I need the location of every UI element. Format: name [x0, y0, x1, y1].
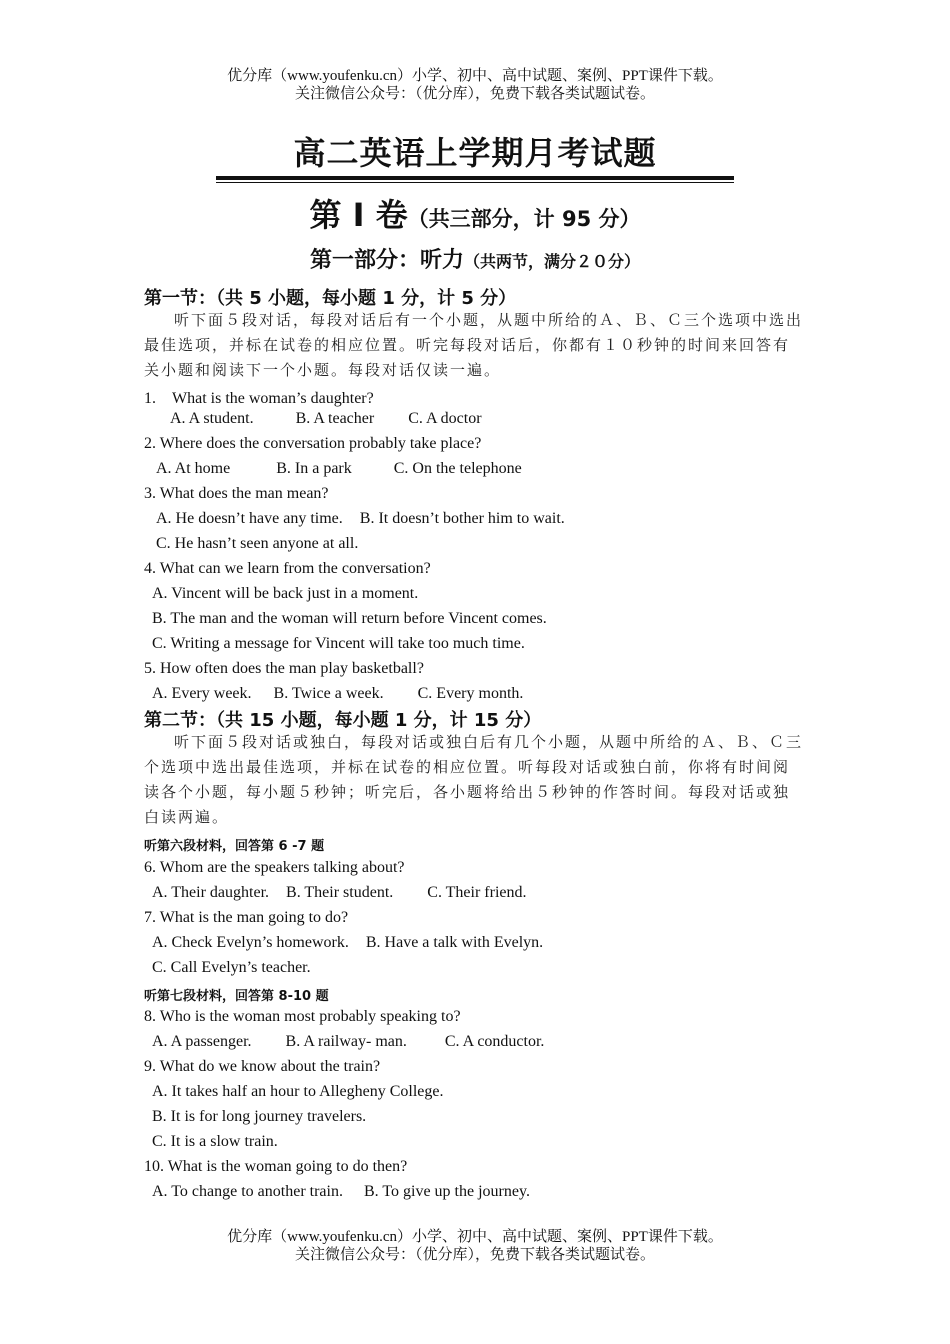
q4-option-b: B. The man and the woman will return before Vincent comes.: [152, 610, 547, 627]
q5-options: [152, 685, 523, 703]
title-rule-thin: [216, 182, 734, 183]
q6-stem: 6. Whom are the speakers talking about?: [144, 859, 405, 876]
section1-heading: 第一节：（共 5 小题，每小题 1 分，计 5 分）: [144, 288, 517, 309]
q8-option-c: C. A conductor.: [444, 1033, 545, 1050]
q5-option-a: A. Every week.: [152, 685, 252, 702]
section2-instructions: 听下面５段对话或独白，每段对话或独白后有几个小题，从题中所给的Ａ、Ｂ、Ｃ三个选项中选出最佳选项，并标在试卷的相应位置。听每段对话或独白前，你将有时间阅读各个小题，每小题５秒钟；听完后，各小题将给出５秒钟的作答时间。每段对话或独白读两遍。: [144, 735, 804, 826]
part1-heading: [0, 243, 950, 274]
q4-stem: 4. What can we learn from the conversation?: [144, 560, 431, 577]
q9-option-a: A. It takes half an hour to Allegheny College.: [152, 1083, 444, 1100]
footer-line-1: 优分库（www.youfenku.cn）小学、初中、高中试题、案例、PPT课件下载。: [227, 1229, 723, 1245]
q4-option-c: C. Writing a message for Vincent will take too much time.: [152, 635, 525, 652]
q8-stem: 8. Who is the woman most probably speaking to?: [144, 1008, 461, 1025]
q10-option-b: B. To give up the journey.: [363, 1183, 530, 1200]
q9-option-b: B. It is for long journey travelers.: [152, 1108, 367, 1125]
q3-option-c: C. He hasn’t seen anyone at all.: [156, 535, 359, 552]
q6-option-b: B. Their student.: [286, 884, 394, 901]
q3-option-b: B. It doesn’t bother him to wait.: [359, 510, 565, 527]
section2-heading: 第二节：（共 15 小题，每小题 1 分，计 15 分）: [144, 710, 542, 731]
q1-option-c: C. A doctor: [408, 410, 482, 427]
q7-option-b: B. Have a talk with Evelyn.: [365, 934, 544, 951]
material7-label: 听第七段材料，回答第 8-10 题: [144, 989, 329, 1004]
volume-heading: [0, 190, 950, 236]
volume-sub: （共三部分，计 95 分）: [407, 207, 641, 231]
part1-sub: （共两节，满分２０分）: [464, 252, 641, 271]
q3-options-ab: [156, 510, 565, 528]
q7-option-a: A. Check Evelyn’s homework.: [152, 934, 349, 951]
q1-options: [170, 410, 482, 428]
q5-option-b: B. Twice a week.: [273, 685, 384, 702]
q2-option-a: A. At home: [156, 460, 231, 477]
q6-option-a: A. Their daughter.: [152, 884, 270, 901]
q4-option-a: A. Vincent will be back just in a moment.: [152, 585, 419, 602]
q10-stem: 10. What is the woman going to do then?: [144, 1158, 408, 1175]
footer-line-2: 关注微信公众号：（优分库），免费下载各类试题试卷。: [294, 1247, 655, 1263]
q8-option-b: B. A railway- man.: [285, 1033, 407, 1050]
q7-options-ab: [152, 934, 543, 952]
header-line-2: 关注微信公众号：（优分库），免费下载各类试题试卷。: [294, 86, 655, 102]
q6-options: [152, 884, 527, 902]
q7-stem: 7. What is the man going to do?: [144, 909, 349, 926]
q5-option-c: C. Every month.: [417, 685, 524, 702]
page-title: 高二英语上学期月考试题: [293, 134, 657, 172]
q2-stem: 2. Where does the conversation probably take place?: [144, 435, 482, 452]
q1-option-a: A. A student.: [170, 410, 254, 427]
q7-option-c: C. Call Evelyn’s teacher.: [152, 959, 311, 976]
q5-stem: 5. How often does the man play basketball?: [144, 660, 424, 677]
q9-stem: 9. What do we know about the train?: [144, 1058, 381, 1075]
q2-option-b: B. In a park: [276, 460, 352, 477]
header-line-1: 优分库（www.youfenku.cn）小学、初中、高中试题、案例、PPT课件下载。: [227, 68, 723, 84]
q2-option-c: C. On the telephone: [393, 460, 522, 477]
q2-options: [156, 460, 522, 478]
volume-main: 第 Ⅰ 卷: [309, 196, 408, 234]
q3-option-a: A. He doesn’t have any time.: [156, 510, 343, 527]
q3-stem: 3. What does the man mean?: [144, 485, 329, 502]
section1-instructions: 听下面５段对话，每段对话后有一个小题，从题中所给的Ａ、Ｂ、Ｃ三个选项中选出最佳选项，并标在试卷的相应位置。听完每段对话后，你都有１０秒钟的时间来回答有关小题和阅读下一个小题。每段对话仅读一遍。: [144, 313, 804, 379]
q8-options: [152, 1033, 544, 1051]
q8-option-a: A. A passenger.: [152, 1033, 252, 1050]
q1-option-b: B. A teacher: [295, 410, 375, 427]
title-rule-thick: [216, 176, 734, 180]
part1-main: 第一部分：听力: [309, 248, 464, 273]
q10-option-a: A. To change to another train.: [152, 1183, 343, 1200]
material6-label: 听第六段材料，回答第 6 -7 题: [144, 839, 325, 854]
q10-options: [152, 1183, 530, 1201]
q9-option-c: C. It is a slow train.: [152, 1133, 278, 1150]
q6-option-c: C. Their friend.: [427, 884, 527, 901]
q1-stem: 1. What is the woman’s daughter?: [144, 390, 374, 407]
